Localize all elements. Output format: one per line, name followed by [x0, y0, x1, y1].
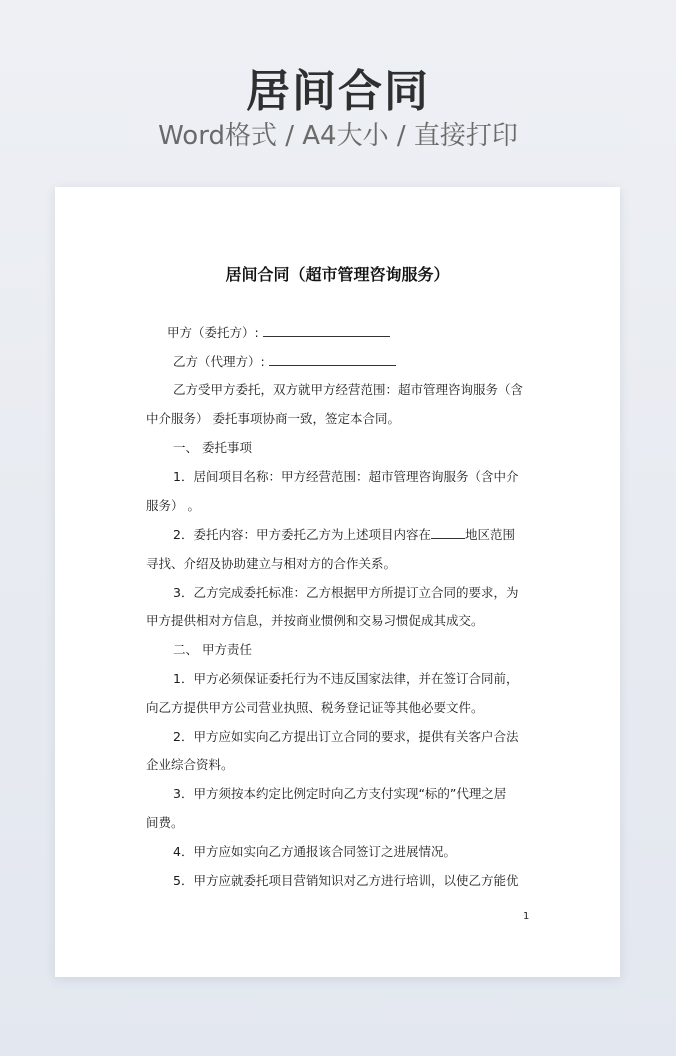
- paragraph-line: 间费。: [146, 815, 184, 830]
- document-title: 居间合同（超市管理咨询服务）: [225, 265, 450, 284]
- paragraph-line: 乙方受甲方委托，双方就甲方经营范围：超市管理咨询服务（含: [173, 382, 524, 397]
- party-a-line: [167, 323, 390, 343]
- page-number: 1: [523, 911, 530, 922]
- party-b-line: [173, 352, 396, 372]
- document-page: [55, 187, 620, 977]
- paragraph-line: 1．甲方必须保证委托行为不违反国家法律，并在签订合同前，: [173, 671, 519, 686]
- section-heading: 一、 委托事项: [173, 440, 252, 455]
- paragraph-line: 寻找、介绍及协助建立与相对方的合作关系。: [146, 556, 397, 571]
- paragraph-text: 地区范围: [464, 527, 515, 542]
- paragraph-line: 3．甲方须按本约定比例定时向乙方支付实现“标的”代理之居: [173, 786, 507, 801]
- party-b-blank-field[interactable]: [269, 353, 396, 366]
- paragraph-line: 5．甲方应就委托项目营销知识对乙方进行培训，以使乙方能优: [173, 873, 519, 888]
- paragraph-line: 中介服务） 委托事项协商一致，签定本合同。: [146, 411, 400, 426]
- paragraph-line: 3．乙方完成委托标准：乙方根据甲方所提订立合同的要求，为: [173, 585, 519, 600]
- party-a-label: 甲方（委托方）:: [167, 325, 259, 340]
- paragraph-line: 向乙方提供甲方公司营业执照、税务登记证等其他必要文件。: [146, 700, 484, 715]
- paragraph-line: 1．居间项目名称：甲方经营范围：超市管理咨询服务（含中介: [173, 469, 519, 484]
- party-a-blank-field[interactable]: [263, 324, 390, 337]
- paragraph-line: 2．甲方应如实向乙方提出订立合同的要求，提供有关客户合法: [173, 729, 519, 744]
- paragraph-line: 服务） 。: [146, 498, 200, 513]
- paragraph-line: 甲方提供相对方信息，并按商业惯例和交易习惯促成其成交。: [146, 613, 484, 628]
- region-blank-field[interactable]: [431, 526, 465, 539]
- paragraph-line: 企业综合资料。: [146, 757, 234, 772]
- banner-subtitle: Word格式 / A4大小 / 直接打印: [158, 121, 518, 151]
- section-heading: 二、 甲方责任: [173, 642, 252, 657]
- party-b-label: 乙方（代理方）:: [173, 354, 265, 369]
- paragraph-line: 4．甲方应如实向乙方通报该合同签订之进展情况。: [173, 844, 456, 859]
- banner-title: 居间合同: [246, 66, 430, 117]
- paragraph-line-with-blank: [173, 525, 515, 545]
- paragraph-text: 2．委托内容：甲方委托乙方为上述项目内容在: [173, 527, 431, 542]
